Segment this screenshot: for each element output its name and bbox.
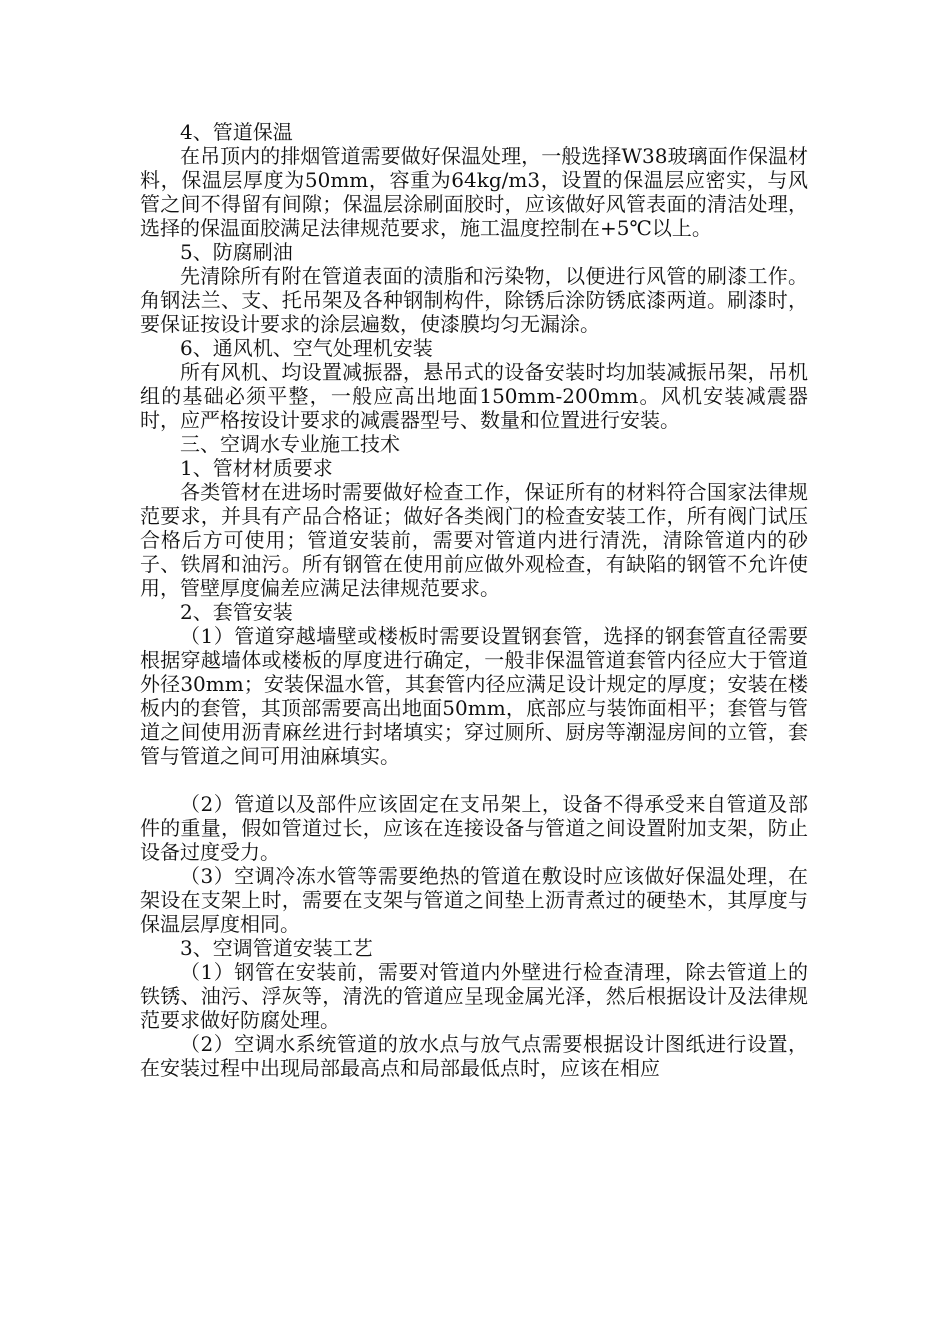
section-heading-fan-install: 6、通风机、空气处理机安装 — [180, 336, 433, 360]
section-heading-sleeve-install: 2、套管安装 — [180, 600, 293, 624]
paragraph-sleeve-3: （3）空调冷冻水管等需要绝热的管道在敷设时应该做好保温处理，在架设在支架上时，需要在支架与管道之间垫上沥青煮过的硬垫木，其厚度与保温层厚度相同。 — [140, 864, 808, 936]
paragraph-anticorrosion: 先清除所有附在管道表面的渍脂和污染物，以便进行风管的刷漆工作。角钢法兰、支、托吊架及各种钢制构件，除锈后涂防锈底漆两道。刷漆时，要保证按设计要求的涂层遍数，使漆膜均匀无漏涂。 — [140, 264, 808, 336]
paragraph-process-1: （1）钢管在安装前，需要对管道内外壁进行检查清理，除去管道上的铁锈、油污、浮灰等，清洗的管道应呈现金属光泽，然后根据设计及法律规范要求做好防腐处理。 — [140, 960, 808, 1032]
paragraph-sleeve-2: （2）管道以及部件应该固定在支吊架上，设备不得承受来自管道及部件的重量，假如管道过长，应该在连接设备与管道之间设置附加支架，防止设备过度受力。 — [140, 792, 808, 864]
paragraph-sleeve-1: （1）管道穿越墙壁或楼板时需要设置钢套管，选择的钢套管直径需要根据穿越墙体或楼板的厚度进行确定，一般非保温管道套管内径应大于管道外径30mm；安装保温水管，其套管内径应满足设计规定的厚度；安装在楼板内的套管，其顶部需要高出地面50mm，底部应与装饰面相平；套管与管道之间使用沥青麻丝进行封堵填实；穿过厕所、厨房等潮湿房间的立管，套管与管道之间可用油麻填实。 — [140, 624, 808, 768]
section-heading-pipe-material: 1、管材材质要求 — [180, 456, 333, 480]
paragraph-pipe-material: 各类管材在进场时需要做好检查工作，保证所有的材料符合国家法律规范要求，并具有产品合格证；做好各类阀门的检查安装工作，所有阀门试压合格后方可使用；管道安装前，需要对管道内进行清洗，清除管道内的砂子、铁屑和油污。所有钢管在使用前应做外观检查，有缺陷的钢管不允许使用，管壁厚度偏差应满足法律规范要求。 — [140, 480, 808, 600]
blank-line — [140, 768, 808, 792]
paragraph-insulation: 在吊顶内的排烟管道需要做好保温处理，一般选择W38玻璃面作保温材料，保温层厚度为50mm，容重为64kg/m3，设置的保温层应密实，与风管之间不得留有间隙；保温层涂刷面胶时，应该做好风管表面的清洁处理，选择的保温面胶满足法律规范要求，施工温度控制在+5℃以上。 — [140, 144, 808, 240]
paragraph-fan-install: 所有风机、均设置减振器，悬吊式的设备安装时均加装减振吊架，吊机组的基础必须平整，一般应高出地面150mm-200mm。风机安装减震器时，应严格按设计要求的减震器型号、数量和位置进行安装。 — [140, 360, 808, 432]
document-page — [140, 120, 808, 1080]
section-heading-anticorrosion: 5、防腐刷油 — [180, 240, 293, 264]
section-heading-pipe-process: 3、空调管道安装工艺 — [180, 936, 373, 960]
section-heading-insulation: 4、管道保温 — [180, 120, 293, 144]
paragraph-process-2: （2）空调水系统管道的放水点与放气点需要根据设计图纸进行设置，在安装过程中出现局部最高点和局部最低点时，应该在相应 — [140, 1032, 808, 1080]
chapter-heading-hvac-water: 三、空调水专业施工技术 — [180, 432, 400, 456]
